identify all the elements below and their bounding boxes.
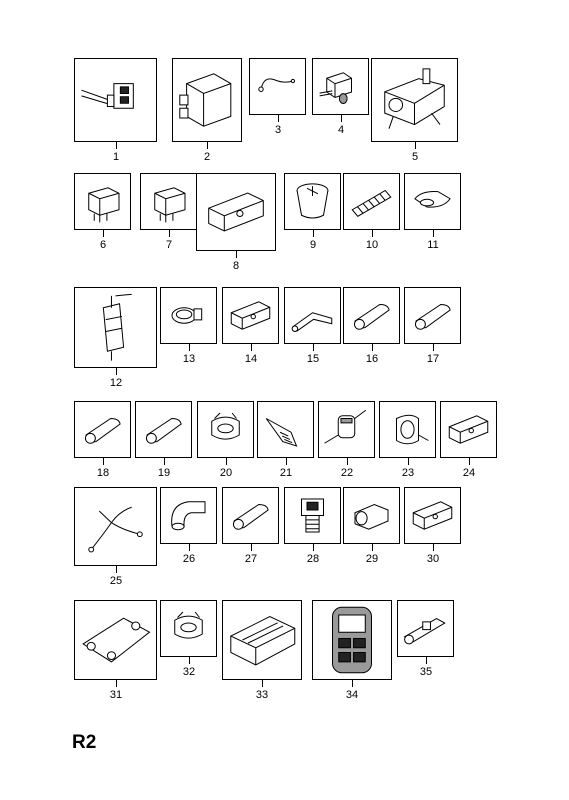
part-24-box bbox=[440, 401, 497, 458]
fuse-box-icon bbox=[223, 601, 301, 679]
fitting-icon bbox=[344, 488, 399, 543]
part-17-box bbox=[404, 287, 461, 344]
part-19-box bbox=[135, 401, 192, 458]
part-29-leader bbox=[372, 544, 373, 551]
part-30-number: 30 bbox=[426, 553, 440, 565]
part-8-box bbox=[196, 173, 276, 251]
part-21-leader bbox=[286, 458, 287, 465]
part-3-leader bbox=[278, 115, 279, 122]
part-6-number: 6 bbox=[99, 239, 107, 251]
screen-filter-icon bbox=[258, 402, 313, 457]
bracket-icon bbox=[197, 174, 275, 250]
sleeve-icon bbox=[405, 174, 460, 229]
part-31-number: 31 bbox=[109, 689, 123, 701]
fuel-pump-icon bbox=[319, 402, 374, 457]
part-22-leader bbox=[347, 458, 348, 465]
control-unit-icon bbox=[173, 59, 241, 141]
relay-icon bbox=[75, 174, 130, 229]
clip-icon bbox=[161, 601, 216, 656]
connector-icon bbox=[313, 59, 368, 114]
part-4-number: 4 bbox=[337, 124, 345, 136]
part-8-leader bbox=[236, 251, 237, 258]
wiring-relay-icon bbox=[75, 59, 156, 141]
part-34-box bbox=[312, 600, 392, 680]
part-1-number: 1 bbox=[112, 151, 120, 163]
part-33-number: 33 bbox=[255, 689, 269, 701]
part-16-leader bbox=[372, 344, 373, 351]
part-2-number: 2 bbox=[203, 151, 211, 163]
part-33-leader bbox=[262, 680, 263, 687]
part-24-leader bbox=[469, 458, 470, 465]
part-1-leader bbox=[116, 142, 117, 149]
wire-icon bbox=[250, 59, 305, 114]
part-6-box bbox=[74, 173, 131, 230]
part-35-leader bbox=[426, 657, 427, 664]
part-11-number: 11 bbox=[427, 239, 439, 251]
part-27-number: 27 bbox=[244, 553, 258, 565]
part-15-number: 15 bbox=[306, 353, 320, 365]
tube-icon bbox=[136, 402, 191, 457]
part-32-number: 32 bbox=[182, 666, 196, 678]
part-33-box bbox=[222, 600, 302, 680]
part-32-leader bbox=[189, 657, 190, 664]
part-4-box bbox=[312, 58, 369, 115]
part-13-leader bbox=[189, 344, 190, 351]
part-26-box bbox=[160, 487, 217, 544]
part-18-leader bbox=[103, 458, 104, 465]
harness-icon bbox=[75, 488, 156, 565]
part-20-leader bbox=[226, 458, 227, 465]
part-29-number: 29 bbox=[365, 553, 379, 565]
part-35-number: 35 bbox=[419, 666, 433, 678]
part-31-leader bbox=[116, 680, 117, 687]
part-15-box bbox=[284, 287, 341, 344]
part-28-box bbox=[284, 487, 341, 544]
page-code: R2 bbox=[72, 732, 97, 753]
mount-clamp-icon bbox=[380, 402, 435, 457]
bent-hose-icon bbox=[161, 488, 216, 543]
pipe-assembly-icon bbox=[75, 288, 156, 367]
tube-icon bbox=[75, 402, 130, 457]
part-13-number: 13 bbox=[182, 353, 196, 365]
part-32-box bbox=[160, 600, 217, 657]
part-15-leader bbox=[313, 344, 314, 351]
part-7-leader bbox=[169, 230, 170, 237]
clip-icon bbox=[198, 402, 253, 457]
part-5-number: 5 bbox=[411, 151, 419, 163]
part-9-leader bbox=[313, 230, 314, 237]
relay-icon bbox=[141, 174, 196, 229]
part-16-box bbox=[343, 287, 400, 344]
part-9-box bbox=[284, 173, 341, 230]
part-10-leader bbox=[372, 230, 373, 237]
part-23-box bbox=[379, 401, 436, 458]
bracket-icon bbox=[405, 488, 460, 543]
part-7-number: 7 bbox=[165, 239, 173, 251]
corrugated-hose-icon bbox=[344, 174, 399, 229]
part-10-box bbox=[343, 173, 400, 230]
part-3-box bbox=[249, 58, 306, 115]
part-28-leader bbox=[313, 544, 314, 551]
part-4-leader bbox=[341, 115, 342, 122]
part-9-number: 9 bbox=[309, 239, 317, 251]
part-1-box bbox=[74, 58, 157, 142]
part-7-box bbox=[140, 173, 197, 230]
part-18-number: 18 bbox=[96, 467, 110, 479]
part-25-box bbox=[74, 487, 157, 566]
part-26-leader bbox=[189, 544, 190, 551]
part-10-number: 10 bbox=[365, 239, 379, 251]
part-29-box bbox=[343, 487, 400, 544]
part-14-leader bbox=[251, 344, 252, 351]
part-17-number: 17 bbox=[426, 353, 440, 365]
part-17-leader bbox=[433, 344, 434, 351]
clamp-icon bbox=[161, 288, 216, 343]
part-14-number: 14 bbox=[244, 353, 258, 365]
cup-icon bbox=[285, 174, 340, 229]
part-28-number: 28 bbox=[306, 553, 320, 565]
part-21-box bbox=[257, 401, 314, 458]
part-25-number: 25 bbox=[109, 575, 123, 587]
part-30-box bbox=[404, 487, 461, 544]
part-11-box bbox=[404, 173, 461, 230]
part-34-leader bbox=[352, 680, 353, 687]
tube-icon bbox=[344, 288, 399, 343]
part-34-number: 34 bbox=[345, 689, 359, 701]
part-12-number: 12 bbox=[109, 377, 123, 389]
pipe-connector-icon bbox=[398, 601, 453, 656]
part-26-number: 26 bbox=[182, 553, 196, 565]
part-23-leader bbox=[408, 458, 409, 465]
sensor-icon bbox=[285, 488, 340, 543]
part-19-number: 19 bbox=[157, 467, 171, 479]
part-5-box bbox=[371, 58, 458, 142]
part-24-number: 24 bbox=[462, 467, 476, 479]
part-27-leader bbox=[251, 544, 252, 551]
part-11-leader bbox=[433, 230, 434, 237]
part-18-box bbox=[74, 401, 131, 458]
part-19-leader bbox=[164, 458, 165, 465]
part-6-leader bbox=[103, 230, 104, 237]
part-2-box bbox=[172, 58, 242, 142]
part-22-number: 22 bbox=[340, 467, 354, 479]
remote-control-icon bbox=[313, 601, 391, 679]
plate-bracket-icon bbox=[75, 601, 156, 679]
part-30-leader bbox=[433, 544, 434, 551]
part-23-number: 23 bbox=[401, 467, 415, 479]
part-12-box bbox=[74, 287, 157, 368]
tube-icon bbox=[405, 288, 460, 343]
bracket-icon bbox=[223, 288, 278, 343]
tube-icon bbox=[223, 488, 278, 543]
part-20-number: 20 bbox=[219, 467, 233, 479]
part-3-number: 3 bbox=[274, 124, 282, 136]
elbow-pipe-icon bbox=[285, 288, 340, 343]
part-2-leader bbox=[207, 142, 208, 149]
part-5-leader bbox=[415, 142, 416, 149]
part-12-leader bbox=[116, 368, 117, 375]
part-35-box bbox=[397, 600, 454, 657]
part-25-leader bbox=[116, 566, 117, 573]
part-20-box bbox=[197, 401, 254, 458]
part-27-box bbox=[222, 487, 279, 544]
bracket-icon bbox=[441, 402, 496, 457]
part-8-number: 8 bbox=[232, 260, 240, 272]
part-14-box bbox=[222, 287, 279, 344]
part-13-box bbox=[160, 287, 217, 344]
heater-unit-icon bbox=[372, 59, 457, 141]
part-16-number: 16 bbox=[365, 353, 379, 365]
part-22-box bbox=[318, 401, 375, 458]
part-21-number: 21 bbox=[279, 467, 293, 479]
part-31-box bbox=[74, 600, 157, 680]
